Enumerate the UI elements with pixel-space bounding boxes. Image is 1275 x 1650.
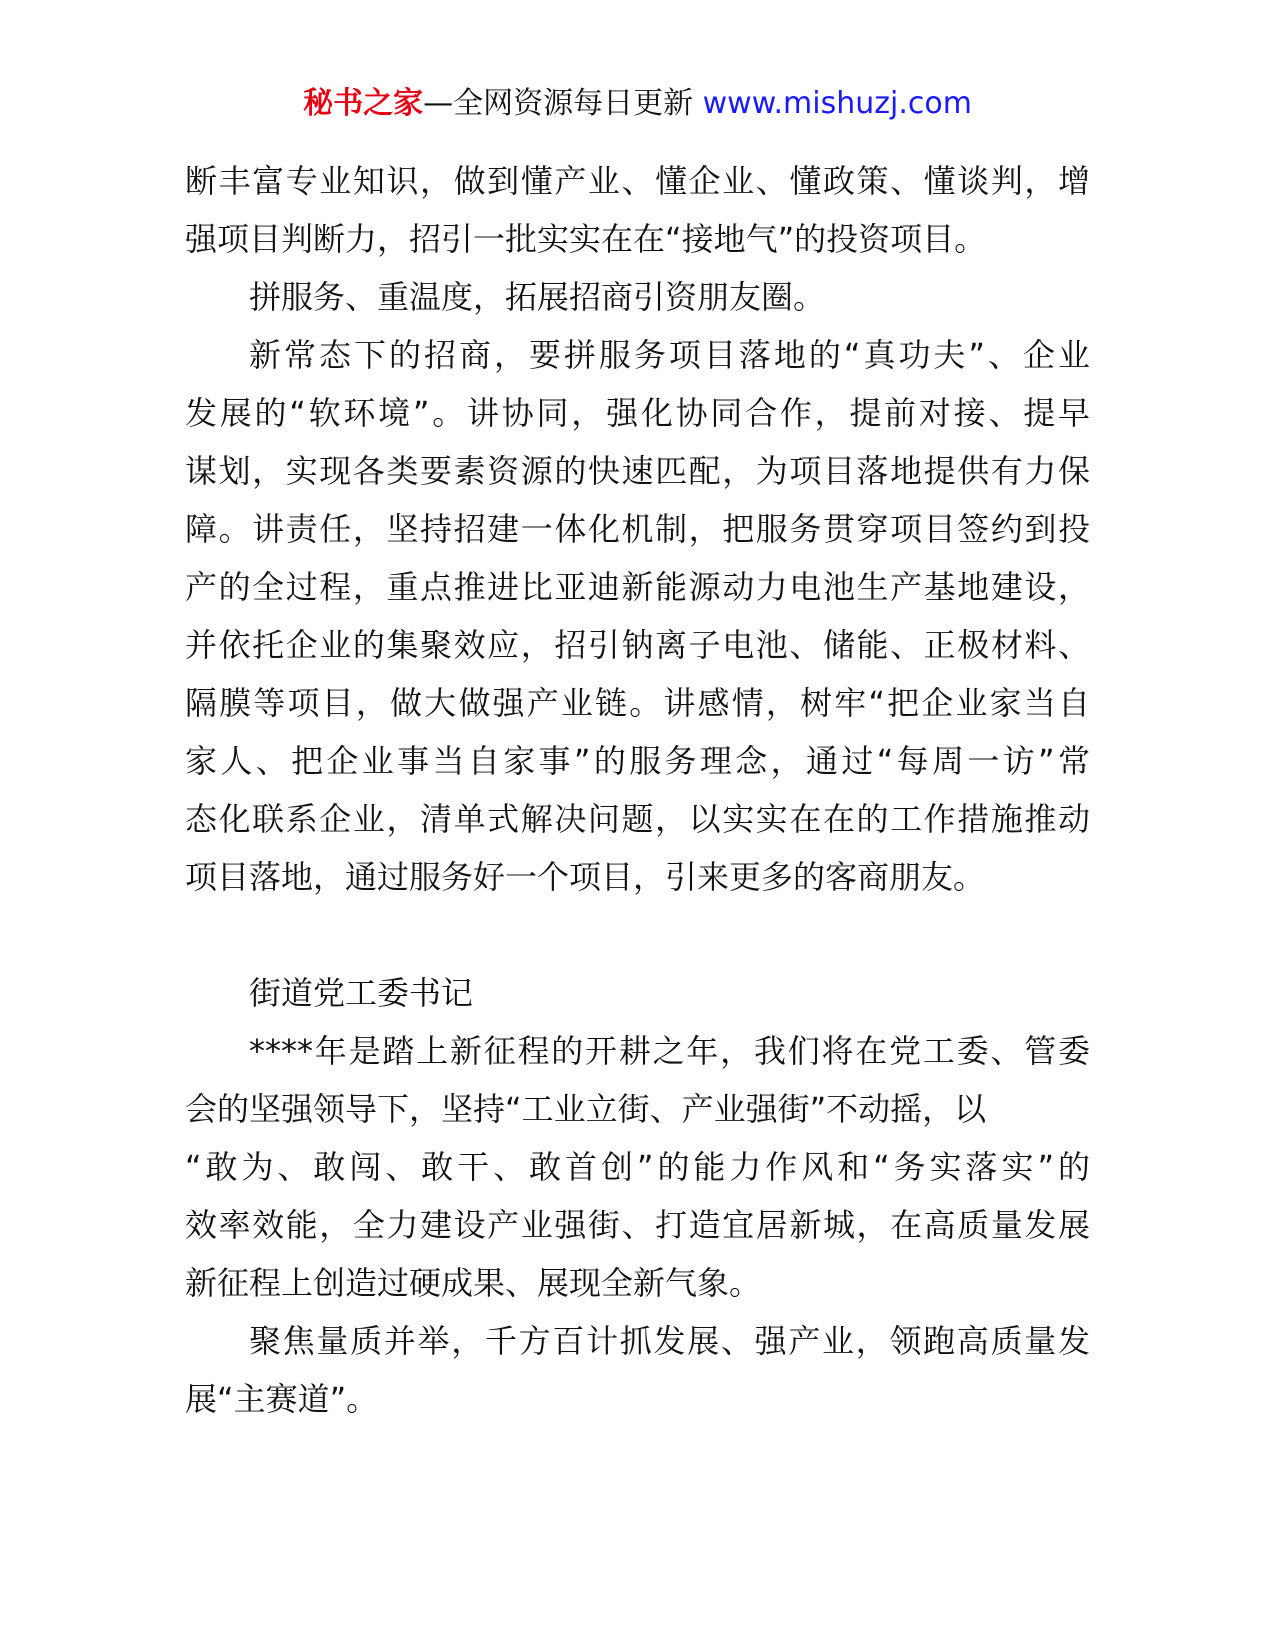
paragraph-line: 会的坚强领导下，坚持“工业立街、产业强街”不动摇，以 [185,1090,987,1128]
speaker-heading: 街道党工委书记 [249,974,474,1012]
paragraph-line: 聚焦量质并举，千方百计抓发展、强产业，领跑高质量发 [249,1322,1090,1360]
paragraph-line: 发展的“软环境”。讲协同，强化协同合作，提前对接、提早 [185,394,1090,432]
paragraph-line: 效率效能，全力建设产业强街、打造宜居新城，在高质量发展 [185,1206,1090,1244]
paragraph-line: 新常态下的招商，要拼服务项目落地的“真功夫”、企业 [249,336,1090,374]
paragraph-line: 谋划，实现各类要素资源的快速匹配，为项目落地提供有力保 [185,452,1090,490]
paragraph-line: 项目落地，通过服务好一个项目，引来更多的客商朋友。 [185,858,986,896]
paragraph-line: 新征程上创造过硬成果、展现全新气象。 [185,1264,762,1302]
paragraph-line: 态化联系企业，清单式解决问题，以实实在在的工作措施推动 [185,800,1090,838]
blank-line [185,906,1090,964]
paragraph-line: ****年是踏上新征程的开耕之年，我们将在党工委、管委 [249,1032,1090,1070]
page-header [0,84,1275,124]
paragraph-line: 障。讲责任，坚持招建一体化机制，把服务贯穿项目签约到投 [185,510,1090,548]
site-url-link[interactable]: www.mishuzj.com [702,86,972,121]
header-tagline: —全网资源每日更新 [423,86,694,121]
paragraph-line: “敢为、敢闯、敢干、敢首创”的能力作风和“务实落实”的 [185,1148,1090,1186]
paragraph-line: 强项目判断力，招引一批实实在在“接地气”的投资项目。 [185,220,987,258]
paragraph-line: 断丰富专业知识，做到懂产业、懂企业、懂政策、懂谈判，增 [185,162,1090,200]
paragraph-line: 展“主赛道”。 [185,1380,379,1418]
paragraph-line: 并依托企业的集聚效应，招引钠离子电池、储能、正极材料、 [185,626,1090,664]
brand-name: 秘书之家 [303,86,424,121]
section-heading: 拼服务、重温度，拓展招商引资朋友圈。 [249,278,826,316]
paragraph-line: 产的全过程，重点推进比亚迪新能源动力电池生产基地建设， [185,568,1090,606]
paragraph-line: 隔膜等项目，做大做强产业链。讲感情，树牢“把企业家当自 [185,684,1090,722]
paragraph-line: 家人、把企业事当自家事”的服务理念，通过“每周一访”常 [185,742,1090,780]
document-body [185,152,1090,1428]
